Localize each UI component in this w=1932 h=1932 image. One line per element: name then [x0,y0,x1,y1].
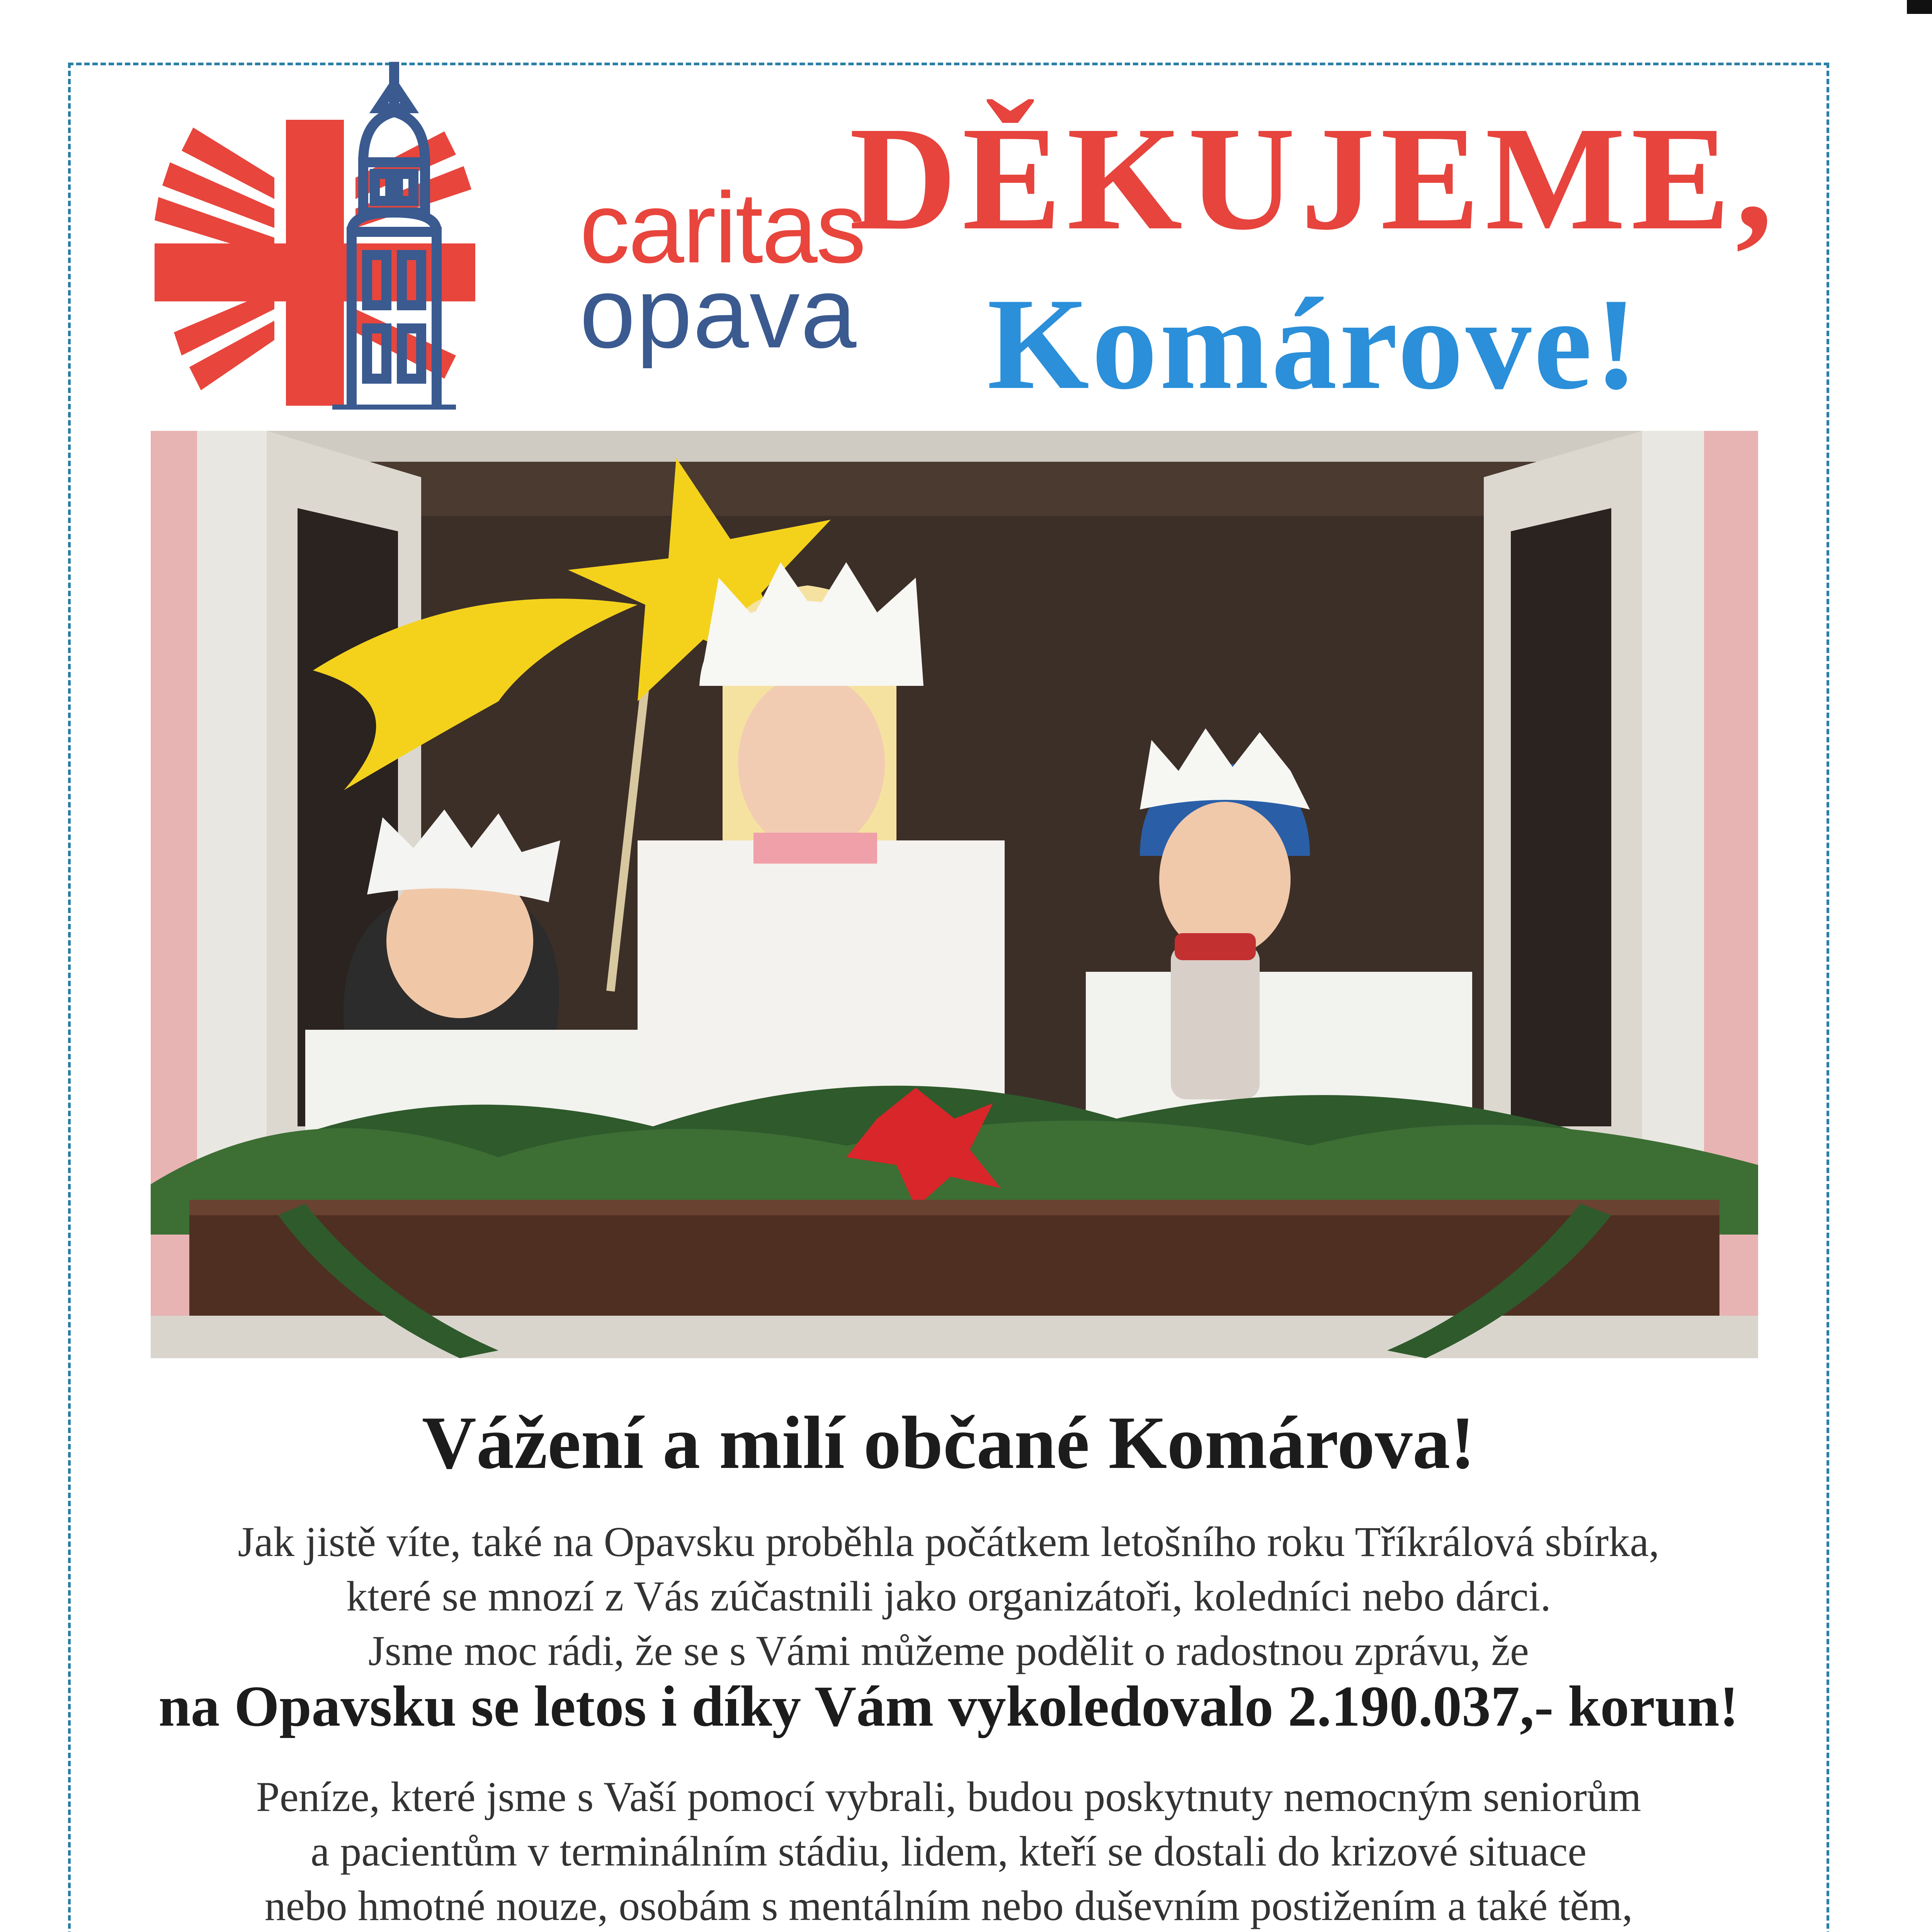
headline-thanks: DĚKUJEME, [849,96,1779,261]
intro-paragraph [68,1515,1829,1678]
scan-corner-mark [1907,0,1932,14]
greeting-heading: Vážení a milí občané Komárova! [422,1401,1476,1485]
carol-singers-photo [151,431,1758,1358]
usage-paragraph [68,1770,1829,1932]
headline-komarove: Komárove! [987,271,1641,417]
intro-line: které se mnozí z Vás zúčastnili jako organizátoři, koledníci nebo dárci. [346,1572,1551,1620]
usage-line: nebo hmotné nouze, osobám s mentálním nebo duševním postižením a také těm, [264,1882,1633,1929]
collection-total: na Opavsku se letos i díky Vám vykoledovalo 2.190.037,- korun! [158,1674,1739,1738]
usage-line: Peníze, které jsme s Vaší pomocí vybrali, budou poskytnuty nemocným seniorům [256,1773,1641,1820]
intro-line: Jsme moc rádi, že se s Vámi můžeme podělit o radostnou zprávu, že [368,1627,1529,1674]
logo-opava-text: opava [580,257,857,369]
caritas-cross-icon [147,62,583,410]
logo-caritas-text: caritas [580,172,865,284]
caritas-opava-logo [147,62,865,410]
intro-line: Jak jistě víte, také na Opavsku proběhla počátkem letošního roku Tříkrálová sbírka, [238,1518,1660,1565]
usage-line: a pacientům v terminálním stádiu, lidem, kteří se dostali do krizové situace [310,1827,1587,1875]
